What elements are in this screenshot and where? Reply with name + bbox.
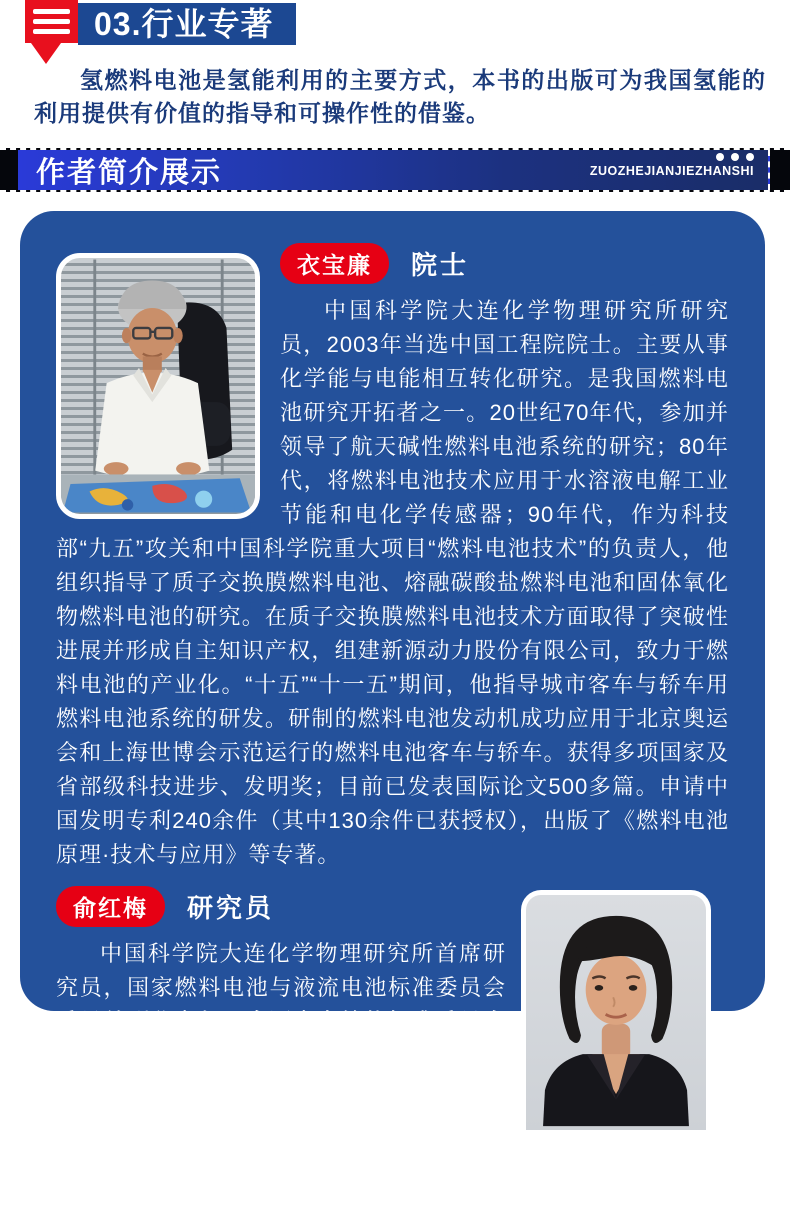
- elderly-man-at-desk-illustration: [61, 258, 255, 514]
- pin-triangle: [31, 43, 61, 64]
- hamburger-icon: [25, 0, 78, 43]
- author-role-label: 研究员: [187, 893, 275, 923]
- author-intro-card: [20, 211, 765, 1204]
- author-bio-text: 中国科学院大连化学物理研究所首席研究员，国家燃料电池与液流电池标准委员会委员兼副秘书长，全国电力储能标准委员会委员，《电源技术》、《可再生能源》编委。主要研究方向为燃料电池和电解制氢。承担国家重点研发计划项目、国家自然基金联合基金重点项目、国家863课题、企业项目等。累计在国内外重要学术期刊上发表论文: [56, 941, 729, 1204]
- section-pin-marker: [25, 0, 78, 64]
- author-bio-text: 中国科学院大连化学物理研究所研究员，2003年当选中国工程院院士。主要从事化学能与电能相互转化研究。是我国燃料电池研究开拓者之一。20世纪70年代，参加并领导了航天碱性燃料电池系统的研究；80年代，将燃料电池技术应用于水溶液电解工业节能和电化学传感器；90年代，作为科技部“九五”攻关和中国科学院重大项目“燃料电池技术”的负责人，他组织指导了质子交换膜燃料电池、熔融碳酸盐燃料电池和固体氧化物燃料电池的研究。在质子交换膜燃料电池技术方面取得了突破性进展并形成自主知识产权，组建新源动力股份有限公司，致力于燃料电池的产业化。“十五”“十一五”期间，他指导城市客车与轿车用燃料电池系统的研发。研制的燃料电池发动机成功应用于北京奥运会和上海世博会示范运行的燃料电池客车与轿车。获得多项国家及省部级科技进步、发明奖；目前已发表国际论文500多篇。申请中国发明专利240余件（其中130余件已获授权），出版了《燃料电池原理·技术与应用》等专著。: [56, 298, 729, 867]
- author-name-badge: 俞红梅: [56, 886, 165, 927]
- author-photo-yibaolian: [56, 253, 260, 519]
- authors-banner: [0, 148, 790, 192]
- author-photo-yuhongmei: [521, 890, 711, 1130]
- author-section-yibaolian: [56, 243, 729, 872]
- author-badge-row: [280, 243, 729, 284]
- authors-banner-bar: [18, 150, 770, 190]
- woman-portrait-illustration: [526, 895, 706, 1130]
- three-dots-icon: [716, 153, 754, 161]
- author-name-badge: 衣宝廉: [280, 243, 389, 284]
- author-role-label: 院士: [411, 250, 470, 280]
- banner-title: 作者简介展示: [36, 156, 223, 189]
- author-badge-row: [56, 886, 506, 927]
- intro-paragraph: 氢燃料电池是氢能利用的主要方式，本书的出版可为我国氢能的利用提供有价值的指导和可操作性的借鉴。: [34, 67, 766, 126]
- section-title: 03.行业专著: [78, 3, 296, 45]
- banner-pinyin-subtitle: ZUOZHEJIANJIEZHANSHI: [589, 164, 754, 178]
- author-section-yuhongmei: [56, 886, 729, 1209]
